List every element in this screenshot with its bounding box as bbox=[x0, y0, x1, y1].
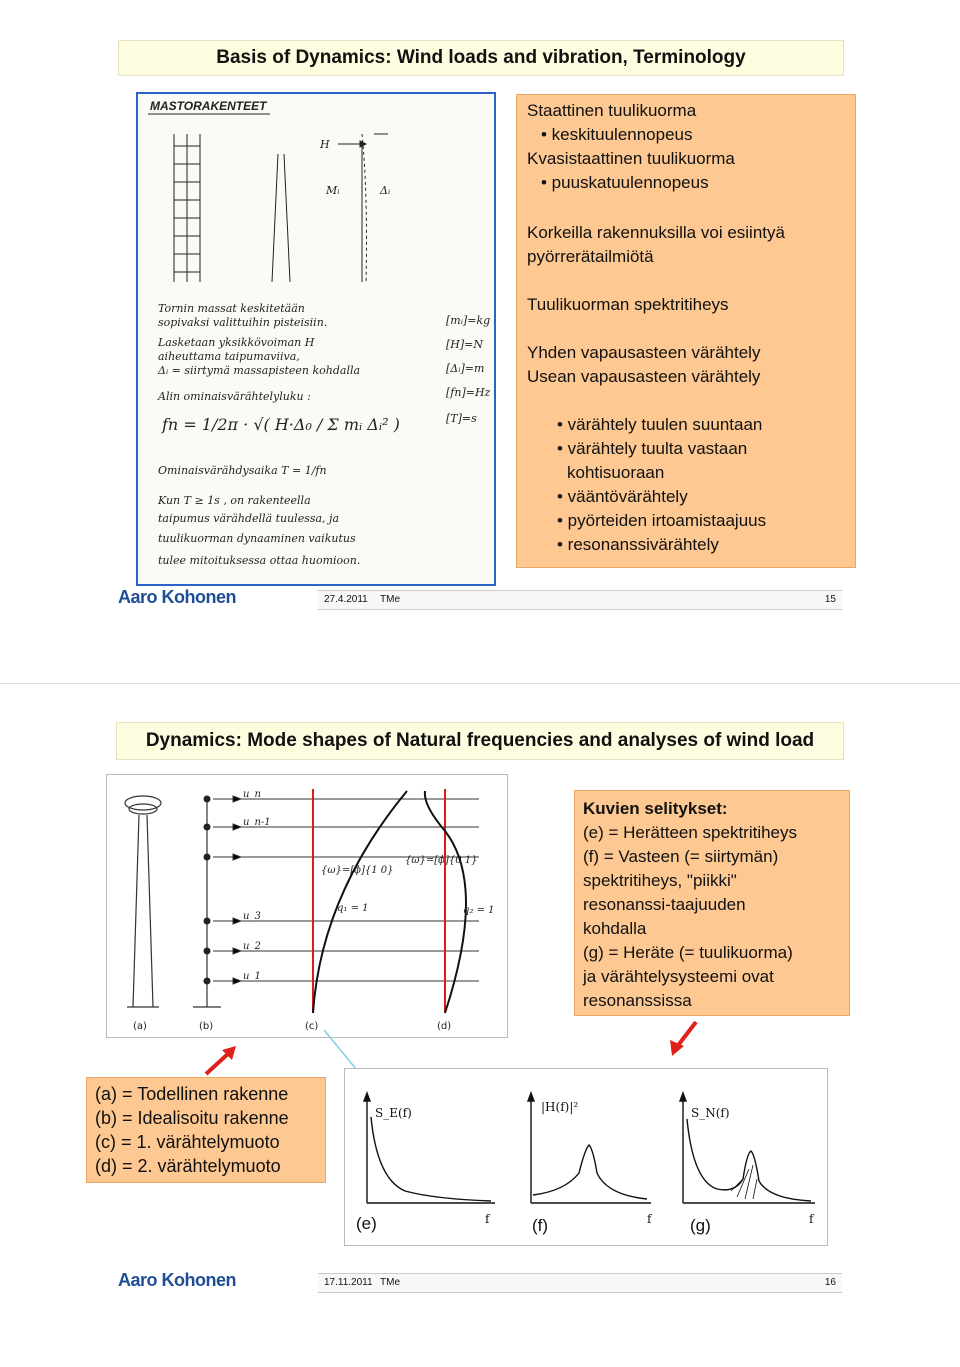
text-line: Yhden vapausasteen värähtely bbox=[527, 343, 761, 362]
slide1-title: Basis of Dynamics: Wind loads and vibration, Terminology bbox=[118, 40, 844, 76]
svg-text:Ominaisvärähdysaika T = 1/fn: Ominaisvärähdysaika T = 1/fn bbox=[158, 464, 327, 477]
explanations-heading: Kuvien selitykset: bbox=[583, 799, 728, 818]
svg-text:{ω}=[ϕ]{0 1}: {ω}=[ϕ]{0 1} bbox=[405, 855, 478, 866]
graph-title: S_E(f) bbox=[375, 1106, 412, 1120]
svg-text:Kun T ≥ 1s , on rakenteella: Kun T ≥ 1s , on rakenteella bbox=[158, 494, 311, 507]
svg-text:fn = 1/2π · √( H·Δ₀ / Σ mᵢ Δᵢ²: fn = 1/2π · √( H·Δ₀ / Σ mᵢ Δᵢ² ) bbox=[162, 415, 400, 434]
svg-text:taipumus värähdellä tuulessa,: taipumus värähdellä tuulessa, ja bbox=[158, 512, 340, 525]
svg-text:sopivaksi valittuihin pisteisi: sopivaksi valittuihin pisteisiin. bbox=[158, 316, 328, 329]
axis-f-label: f bbox=[647, 1212, 652, 1226]
u-label: u_3 bbox=[243, 911, 261, 922]
text-line: • keskituulennopeus bbox=[541, 125, 693, 144]
text-line: Korkeilla rakennuksilla voi esiintyä bbox=[527, 223, 785, 242]
company-logo: Aaro Kohonen bbox=[118, 587, 236, 607]
text-line: pyörrerätailmiötä bbox=[527, 247, 654, 266]
svg-text:Mᵢ: Mᵢ bbox=[326, 184, 340, 197]
text-line: Usean vapausasteen värähtely bbox=[527, 367, 761, 386]
svg-text:q₁ = 1: q₁ = 1 bbox=[337, 903, 369, 914]
page-number: 15 bbox=[824, 594, 836, 605]
text-line: ja värähtelysysteemi ovat bbox=[583, 967, 774, 986]
svg-text:[T]=s: [T]=s bbox=[446, 412, 477, 425]
text-line: (f) = Vasteen (= siirtymän) bbox=[583, 847, 779, 866]
mode-label: (d) bbox=[437, 1021, 452, 1032]
svg-text:tulee mitoituksessa ottaa huom: tulee mitoituksessa ottaa huomioon. bbox=[158, 554, 361, 567]
text-line: Tuulikuorman spektritiheys bbox=[527, 295, 729, 314]
svg-text:q₂ = 1: q₂ = 1 bbox=[463, 905, 495, 916]
graph-title: |H(f)|² bbox=[541, 1100, 579, 1114]
svg-text:aiheuttama taipumaviiva,: aiheuttama taipumaviiva, bbox=[158, 350, 300, 363]
svg-text:{ω}=[ϕ]{1 0}: {ω}=[ϕ]{1 0} bbox=[321, 865, 394, 876]
svg-text:tuulikuorman dynaaminen vaikut: tuulikuorman dynaaminen vaikutus bbox=[158, 532, 356, 545]
mode-label: (b) bbox=[199, 1021, 214, 1032]
text-line: (b) = Idealisoitu rakenne bbox=[95, 1108, 289, 1128]
svg-text:[mᵢ]=kg: [mᵢ]=kg bbox=[446, 314, 491, 327]
footer-date: 27.4.2011 bbox=[324, 594, 368, 605]
text-line: • värähtely tuulta vastaan bbox=[557, 439, 748, 458]
u-label: u_2 bbox=[243, 941, 261, 952]
axis-f-label: f bbox=[485, 1212, 490, 1226]
text-line: • puuskatuulennopeus bbox=[541, 173, 709, 192]
svg-text:[H]=N: [H]=N bbox=[446, 338, 484, 351]
svg-text:Lasketaan yksikkövoiman H: Lasketaan yksikkövoiman H bbox=[158, 336, 315, 349]
text-line: (a) = Todellinen rakenne bbox=[95, 1084, 289, 1104]
text-line: • värähtely tuulen suuntaan bbox=[557, 415, 763, 434]
text-line: (e) = Herätteen spektritiheys bbox=[583, 823, 798, 842]
footer-author: TMe bbox=[380, 594, 400, 605]
svg-text:H: H bbox=[320, 138, 330, 151]
axis-f-label: f bbox=[809, 1212, 814, 1226]
text-line: • pyörteiden irtoamistaajuus bbox=[557, 511, 767, 530]
svg-text:Δᵢ: Δᵢ bbox=[380, 184, 391, 197]
page-number: 16 bbox=[824, 1277, 836, 1288]
svg-text:Alin ominaisvärähtelyluku :: Alin ominaisvärähtelyluku : bbox=[158, 390, 311, 403]
u-label: u_1 bbox=[243, 971, 261, 982]
slide2-footer bbox=[318, 1273, 842, 1293]
u-label: u_n bbox=[243, 789, 261, 800]
sketch-heading: MASTORAKENTEET bbox=[150, 99, 267, 113]
graph-caption: (e) bbox=[356, 1214, 377, 1233]
text-line: spektritiheys, "piikki" bbox=[583, 871, 737, 890]
text-line: (c) = 1. värähtelymuoto bbox=[95, 1132, 280, 1152]
svg-text:Δᵢ = siirtymä massapisteen koh: Δᵢ = siirtymä massapisteen kohdalla bbox=[158, 364, 361, 377]
spectral-density-graphs bbox=[344, 1068, 828, 1246]
text-line: resonanssi-taajuuden bbox=[583, 895, 746, 914]
legend-box bbox=[86, 1077, 326, 1183]
text-line: • resonanssivärähtely bbox=[557, 535, 719, 554]
company-logo: Aaro Kohonen bbox=[118, 1270, 236, 1290]
text-line: kohtisuoraan bbox=[567, 463, 665, 482]
text-line: kohdalla bbox=[583, 919, 647, 938]
text-line: Staattinen tuulikuorma bbox=[527, 101, 697, 120]
graph-title: S_N(f) bbox=[691, 1106, 730, 1120]
mode-label: (c) bbox=[305, 1021, 319, 1032]
u-label: u_n-1 bbox=[243, 817, 271, 828]
footer-date: 17.11.2011 bbox=[324, 1277, 373, 1288]
mode-label: (a) bbox=[133, 1021, 147, 1032]
slide2-title: Dynamics: Mode shapes of Natural frequencies and analyses of wind load bbox=[116, 722, 844, 760]
text-line: Kvasistaattinen tuulikuorma bbox=[527, 149, 735, 168]
footer-author: TMe bbox=[380, 1277, 400, 1288]
text-line: (d) = 2. värähtelymuoto bbox=[95, 1156, 281, 1176]
svg-text:Tornin massat keskitetään: Tornin massat keskitetään bbox=[158, 302, 305, 315]
text-line: (g) = Heräte (= tuulikuorma) bbox=[583, 943, 793, 962]
svg-text:[fn]=Hz: [fn]=Hz bbox=[446, 386, 491, 399]
text-line: resonanssissa bbox=[583, 991, 692, 1010]
graph-caption: (f) bbox=[532, 1216, 549, 1235]
text-line: • vääntövärähtely bbox=[557, 487, 688, 506]
graph-caption: (g) bbox=[690, 1216, 711, 1235]
svg-text:[Δᵢ]=m: [Δᵢ]=m bbox=[446, 362, 485, 375]
